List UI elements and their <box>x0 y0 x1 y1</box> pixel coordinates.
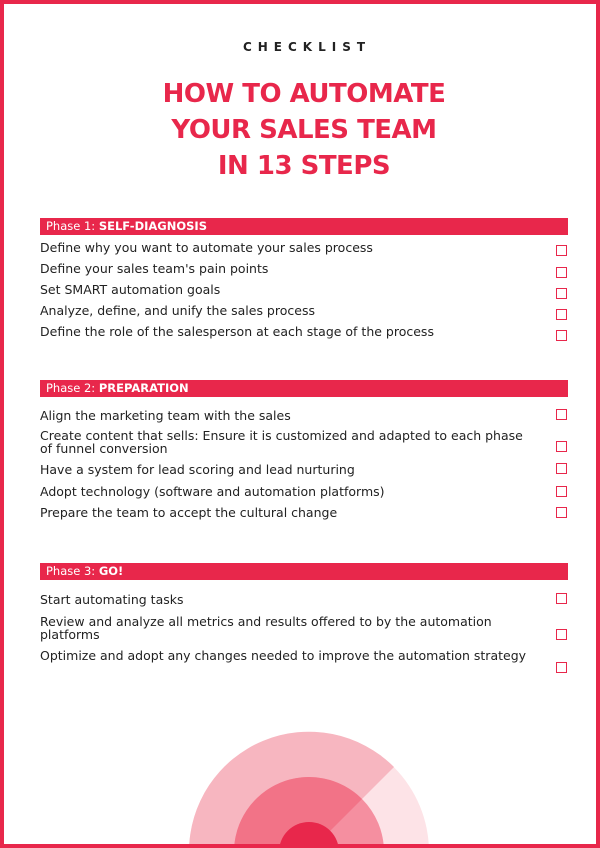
checklist-item: Have a system for lead scoring and lead nurturing <box>40 462 355 477</box>
phase-1-prefix: Phase 1: <box>46 219 99 233</box>
phase-2-name: PREPARATION <box>98 381 189 395</box>
checklist-item: Optimize and adopt any changes needed to improve the automation strategy <box>40 648 527 663</box>
checklist-item: Define the role of the salesperson at each stage of the process <box>40 324 434 339</box>
eyebrow-label: CHECKLIST <box>242 40 372 54</box>
checklist-item: Define your sales team's pain points <box>40 261 269 276</box>
checklist-item: Create content that sells: Ensure it is customized and adapted to each phase of funnel conversion <box>40 428 523 456</box>
checklist-item: Analyze, define, and unify the sales process <box>40 303 315 318</box>
checklist-item: Prepare the team to accept the cultural change <box>40 505 338 520</box>
phase-1-name: SELF-DIAGNOSIS <box>98 219 207 233</box>
checklist-item: Adopt technology (software and automation platforms) <box>40 484 385 499</box>
checklist-item: Start automating tasks <box>40 592 184 607</box>
phase-2-prefix: Phase 2: <box>46 381 99 395</box>
title-line-1: HOW TO AUTOMATE <box>162 79 446 109</box>
checklist-item: Define why you want to automate your sales process <box>40 240 373 255</box>
phase-3-name: GO! <box>98 564 124 578</box>
checklist-item: Set SMART automation goals <box>40 282 221 297</box>
checklist-item: Align the marketing team with the sales <box>40 408 291 423</box>
phase-3-prefix: Phase 3: <box>46 564 99 578</box>
title-line-2: YOUR SALES TEAM <box>171 115 437 145</box>
checklist-item: Review and analyze all metrics and results offered to by the automation platforms <box>40 614 492 642</box>
title-line-3: IN 13 STEPS <box>217 151 391 181</box>
concentric-semicircle-graphic <box>4 4 600 848</box>
